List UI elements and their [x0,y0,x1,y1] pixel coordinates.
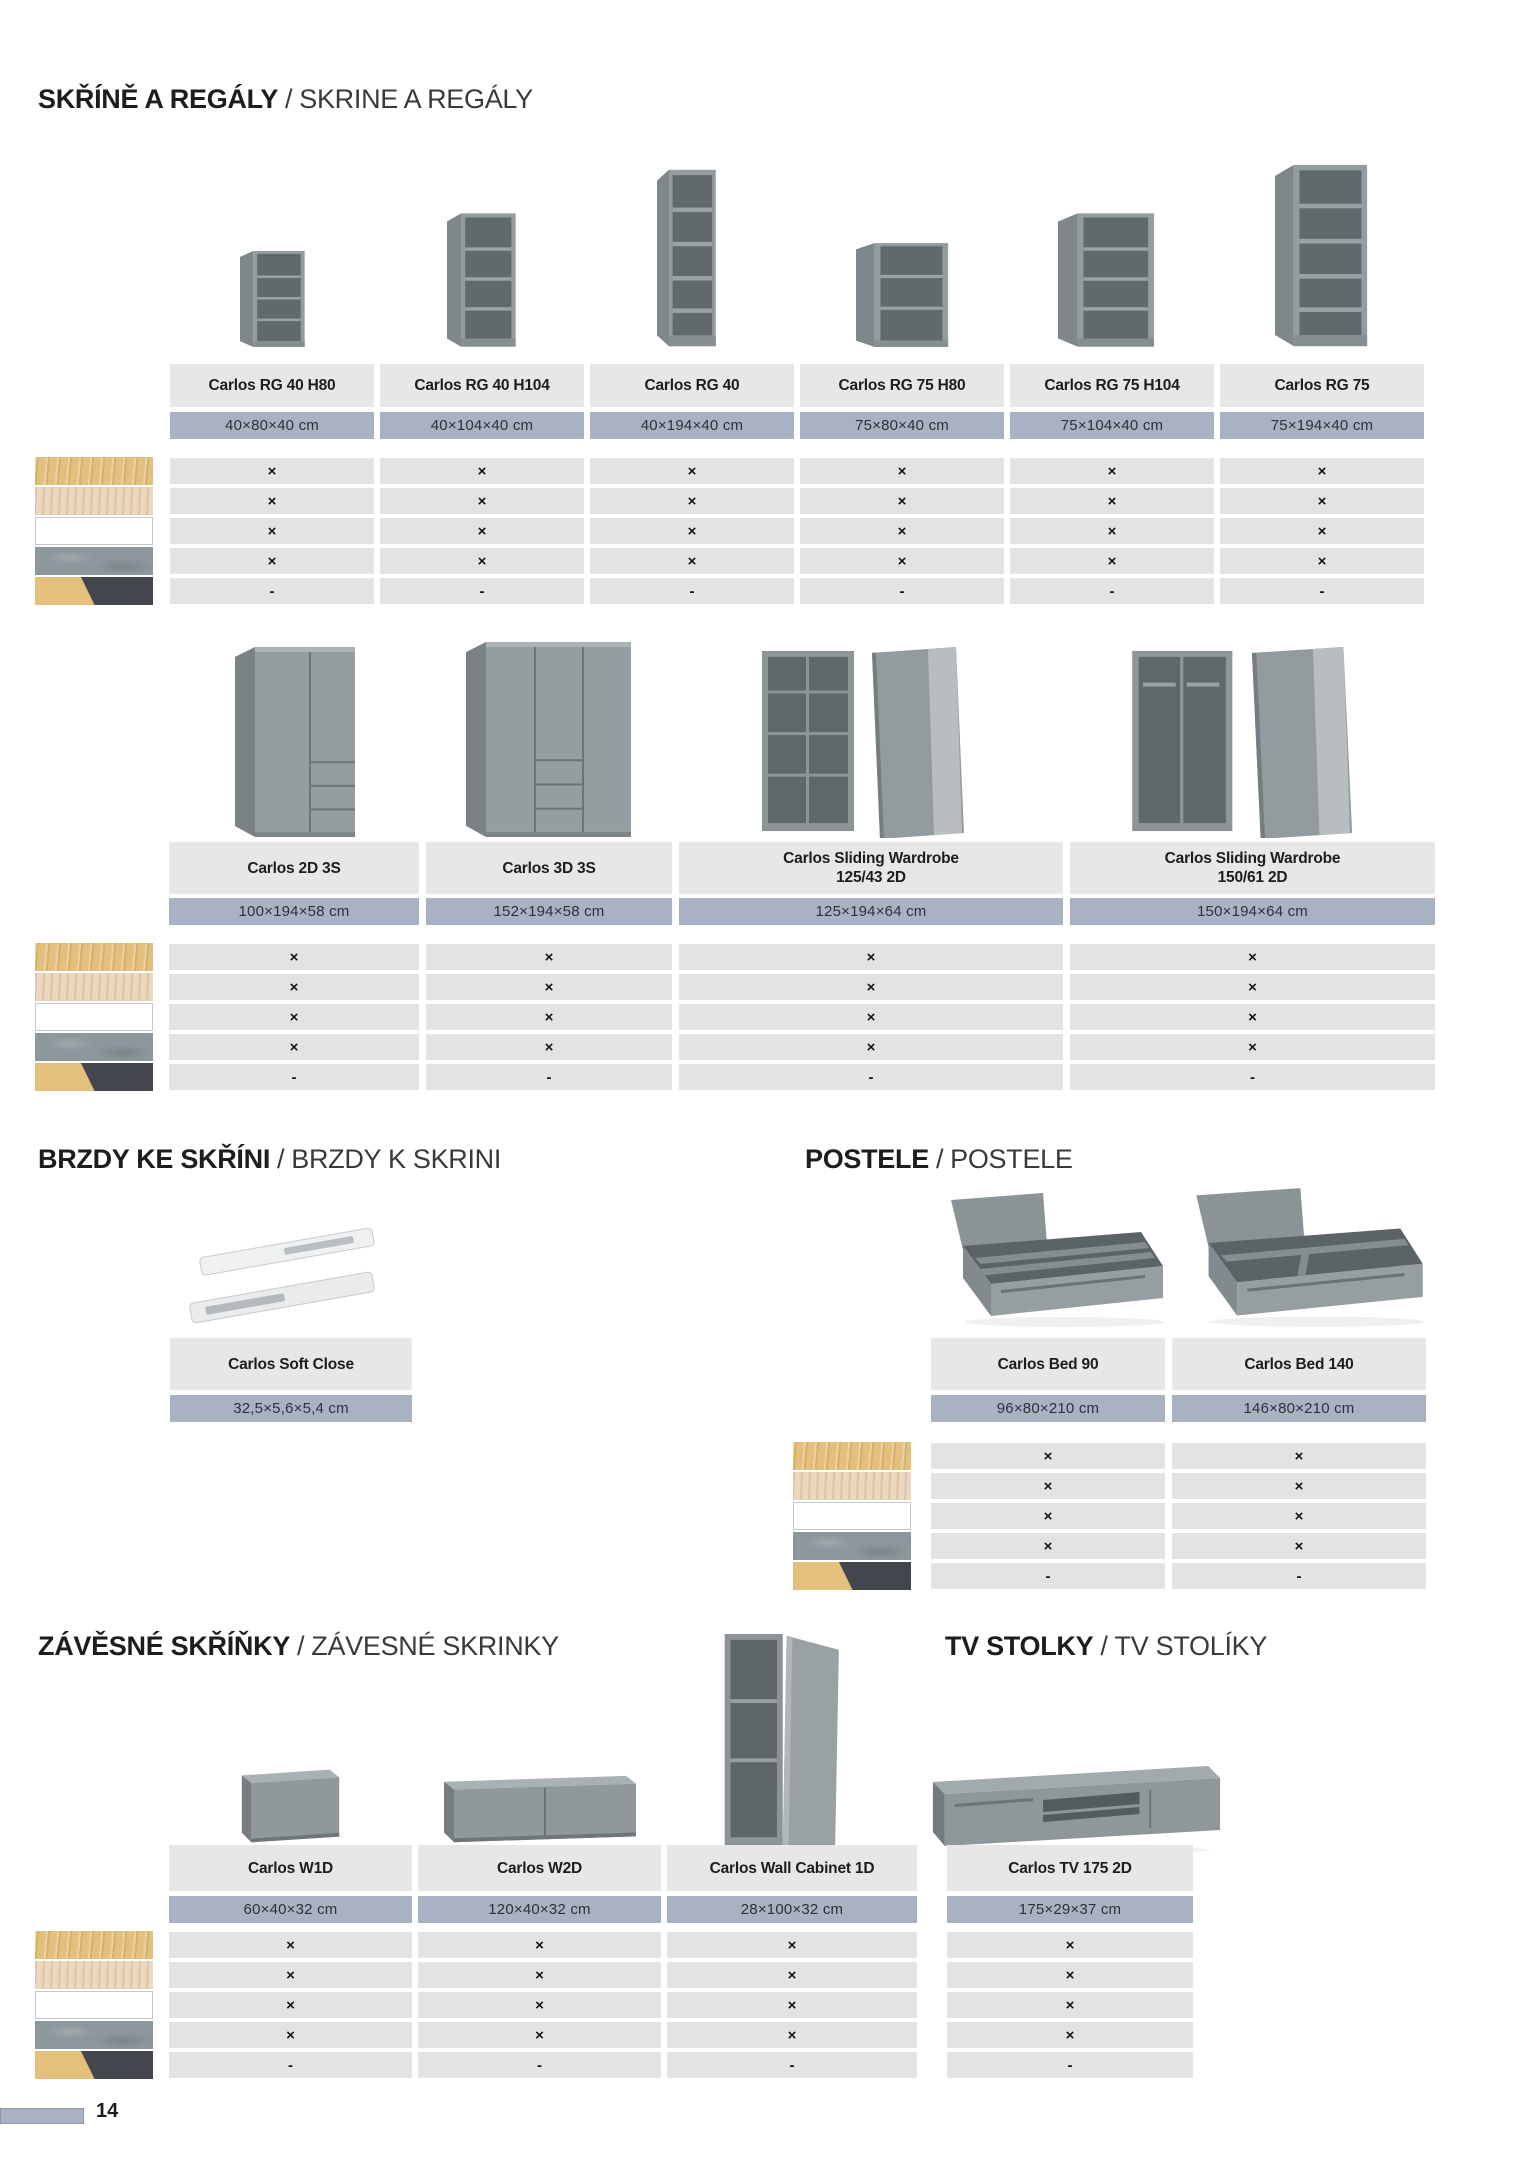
wardrobes-availability-matrix [169,944,1435,1090]
product-image-carlos-bed-140 [1180,1185,1435,1330]
availability-mark: × [380,518,584,544]
availability-mark: × [1220,548,1424,574]
availability-mark: × [380,548,584,574]
product-dims: 100×194×58 cm [169,898,419,925]
availability-mark: × [170,488,374,514]
product-name: Carlos 3D 3S [426,842,672,894]
availability-mark: × [1010,548,1214,574]
availability-mark: × [1070,1004,1435,1030]
product-dims: 40×194×40 cm [590,412,794,439]
product-name: Carlos RG 75 H104 [1010,364,1214,407]
availability-mark: × [667,1962,917,1988]
availability-mark: - [800,578,1004,604]
availability-mark: × [1220,518,1424,544]
product-image-carlos-rg-75-h104 [1058,212,1156,348]
availability-mark: × [931,1473,1165,1499]
availability-mark: × [170,548,374,574]
product-image-carlos-sliding-wardrobe-125 [760,645,985,838]
availability-mark: × [590,488,794,514]
availability-mark: × [426,974,672,1000]
availability-mark: × [667,1932,917,1958]
availability-mark: × [800,488,1004,514]
product-name: Carlos RG 40 H104 [380,364,584,407]
product-image-carlos-soft-close [165,1215,410,1330]
product-image-carlos-rg-40 [657,168,717,348]
shelves-name-row [170,364,1424,407]
swatch-artisan-oak [35,943,153,971]
availability-mark: - [931,1563,1165,1589]
swatch-grey-stone [35,547,153,575]
product-name: Carlos RG 75 [1220,364,1424,407]
availability-mark: × [170,458,374,484]
product-name: Carlos W2D [418,1845,661,1891]
availability-mark: × [947,1962,1193,1988]
material-swatch-column [35,457,153,605]
brakes-dims-row [170,1395,412,1422]
material-swatch-column [35,943,153,1091]
availability-mark: × [1010,488,1214,514]
section-title-brakes [38,1143,501,1175]
availability-mark: × [947,1992,1193,2018]
availability-mark: × [931,1443,1165,1469]
availability-mark: × [679,1034,1063,1060]
swatch-white [35,1991,153,2019]
product-dims: 175×29×37 cm [947,1896,1193,1923]
product-dims: 40×104×40 cm [380,412,584,439]
title-separator: / [935,1144,944,1174]
availability-mark: × [931,1503,1165,1529]
swatch-grey-stone [35,1033,153,1061]
product-name: Carlos Sliding Wardrobe 125/43 2D [679,842,1063,894]
material-swatch-column [793,1442,911,1590]
section-title-beds [805,1143,1073,1175]
brakes-name-row [170,1338,412,1390]
footer-page-marker [0,2108,84,2124]
section-title-secondary: BRZDY K SKRINI [291,1144,502,1174]
availability-mark: × [590,548,794,574]
availability-mark: × [1010,458,1214,484]
product-name: Carlos Bed 90 [931,1338,1165,1390]
availability-mark: - [170,578,374,604]
beds-name-row [931,1338,1426,1390]
product-dims: 125×194×64 cm [679,898,1063,925]
availability-mark: × [380,488,584,514]
tv-stands-name-row [947,1845,1193,1891]
wardrobes-dims-row [169,898,1435,925]
swatch-artisan-oak [793,1442,911,1470]
availability-mark: - [947,2052,1193,2078]
beds-dims-row [931,1395,1426,1422]
availability-mark: × [800,458,1004,484]
product-dims: 150×194×64 cm [1070,898,1435,925]
product-image-carlos-rg-75 [1275,163,1369,348]
availability-mark: × [169,1932,412,1958]
product-dims: 75×104×40 cm [1010,412,1214,439]
section-title-primary: ZÁVĚSNÉ SKŘÍŇKY [38,1631,291,1661]
availability-mark: × [1070,1034,1435,1060]
availability-mark: × [800,548,1004,574]
availability-mark: × [169,1034,419,1060]
title-separator: / [277,1144,285,1174]
product-dims: 146×80×210 cm [1172,1395,1426,1422]
swatch-white [793,1502,911,1530]
product-dims: 152×194×58 cm [426,898,672,925]
availability-mark: - [1220,578,1424,604]
tv-stands-dims-row [947,1896,1193,1923]
availability-mark: - [380,578,584,604]
product-image-carlos-rg-40-h80 [240,250,306,348]
availability-mark: × [169,2022,412,2048]
availability-mark: × [169,1962,412,1988]
product-dims: 120×40×32 cm [418,1896,661,1923]
availability-mark: × [426,944,672,970]
availability-mark: - [1172,1563,1426,1589]
swatch-bleached-oak [35,1961,153,1989]
availability-mark: × [590,458,794,484]
swatch-artisan-oak-anthracite [35,2051,153,2079]
swatch-bleached-oak [35,973,153,1001]
availability-mark: × [170,518,374,544]
product-image-carlos-rg-40-h104 [447,212,517,348]
title-separator: / [285,84,293,114]
product-image-carlos-rg-75-h80 [856,242,950,348]
product-image-carlos-2d-3s [235,645,355,837]
page-number: 14 [96,2100,119,2122]
product-image-carlos-w2d [440,1770,640,1850]
section-title-primary: SKŘÍNĚ A REGÁLY [38,84,279,114]
product-image-carlos-sliding-wardrobe-150 [1130,645,1375,838]
section-title-secondary: TV STOLÍKY [1114,1631,1268,1661]
swatch-grey-stone [35,2021,153,2049]
wardrobes-name-row [169,842,1435,894]
product-image-carlos-tv-175-2d [925,1760,1225,1855]
product-name: Carlos Soft Close [170,1338,412,1390]
section-title-tv-stands [945,1630,1267,1662]
availability-mark: - [1070,1064,1435,1090]
product-dims: 96×80×210 cm [931,1395,1165,1422]
availability-mark: × [169,944,419,970]
availability-mark: × [169,974,419,1000]
beds-availability-matrix [931,1443,1426,1589]
product-dims: 28×100×32 cm [667,1896,917,1923]
availability-mark: × [380,458,584,484]
product-image-carlos-wall-cabinet-1d [715,1630,865,1855]
swatch-grey-stone [793,1532,911,1560]
shelves-dims-row [170,412,1424,439]
product-name: Carlos Wall Cabinet 1D [667,1845,917,1891]
section-title-secondary: SKRINE A REGÁLY [299,84,533,114]
tv-stands-availability-matrix [947,1932,1193,2078]
swatch-artisan-oak-anthracite [35,1063,153,1091]
availability-mark: × [426,1034,672,1060]
swatch-bleached-oak [35,487,153,515]
availability-mark: × [1172,1503,1426,1529]
section-title-secondary: POSTELE [950,1144,1073,1174]
product-name: Carlos RG 40 H80 [170,364,374,407]
availability-mark: × [169,1992,412,2018]
wall-cabinets-dims-row [169,1896,917,1923]
availability-mark: × [1220,458,1424,484]
availability-mark: × [679,1004,1063,1030]
availability-mark: × [667,1992,917,2018]
availability-mark: × [679,944,1063,970]
product-dims: 75×80×40 cm [800,412,1004,439]
swatch-artisan-oak-anthracite [35,577,153,605]
swatch-artisan-oak-anthracite [793,1562,911,1590]
availability-mark: × [590,518,794,544]
availability-mark: × [1010,518,1214,544]
availability-mark: × [947,2022,1193,2048]
availability-mark: × [1172,1443,1426,1469]
wall-cabinets-name-row [169,1845,917,1891]
title-separator: / [297,1631,305,1661]
section-title-primary: BRZDY KE SKŘÍNI [38,1144,271,1174]
product-image-carlos-bed-90 [935,1190,1185,1330]
availability-mark: - [169,1064,419,1090]
product-name: Carlos RG 75 H80 [800,364,1004,407]
availability-mark: × [679,974,1063,1000]
swatch-bleached-oak [793,1472,911,1500]
availability-mark: × [1220,488,1424,514]
product-dims: 32,5×5,6×5,4 cm [170,1395,412,1422]
product-name: Carlos Sliding Wardrobe 150/61 2D [1070,842,1435,894]
product-name: Carlos Bed 140 [1172,1338,1426,1390]
swatch-artisan-oak [35,1931,153,1959]
availability-mark: × [418,1962,661,1988]
availability-mark: - [169,2052,412,2078]
availability-mark: × [1070,944,1435,970]
availability-mark: × [800,518,1004,544]
availability-mark: × [169,1004,419,1030]
swatch-artisan-oak [35,457,153,485]
availability-mark: × [1172,1473,1426,1499]
section-title-shelves [38,83,533,115]
availability-mark: × [947,1932,1193,1958]
availability-mark: - [667,2052,917,2078]
availability-mark: - [679,1064,1063,1090]
product-dims: 60×40×32 cm [169,1896,412,1923]
availability-mark: × [418,1992,661,2018]
availability-mark: × [1172,1533,1426,1559]
title-separator: / [1100,1631,1108,1661]
product-name: Carlos W1D [169,1845,412,1891]
product-dims: 40×80×40 cm [170,412,374,439]
material-swatch-column [35,1931,153,2079]
shelves-availability-matrix [170,458,1424,604]
availability-mark: × [931,1533,1165,1559]
section-title-secondary: ZÁVESNÉ SKRINKY [311,1631,559,1661]
product-name: Carlos TV 175 2D [947,1845,1193,1891]
product-dims: 75×194×40 cm [1220,412,1424,439]
product-name: Carlos 2D 3S [169,842,419,894]
availability-mark: - [590,578,794,604]
availability-mark: - [1010,578,1214,604]
availability-mark: - [426,1064,672,1090]
swatch-white [35,517,153,545]
availability-mark: × [1070,974,1435,1000]
product-image-carlos-3d-3s [466,640,631,837]
availability-mark: × [426,1004,672,1030]
section-title-primary: TV STOLKY [945,1631,1094,1661]
availability-mark: - [418,2052,661,2078]
wall-cabinets-availability-matrix [169,1932,917,2078]
product-name: Carlos RG 40 [590,364,794,407]
availability-mark: × [418,2022,661,2048]
section-title-wall-cabinets [38,1630,559,1662]
product-image-carlos-w1d [238,1762,343,1850]
availability-mark: × [667,2022,917,2048]
swatch-white [35,1003,153,1031]
section-title-primary: POSTELE [805,1144,929,1174]
availability-mark: × [418,1932,661,1958]
